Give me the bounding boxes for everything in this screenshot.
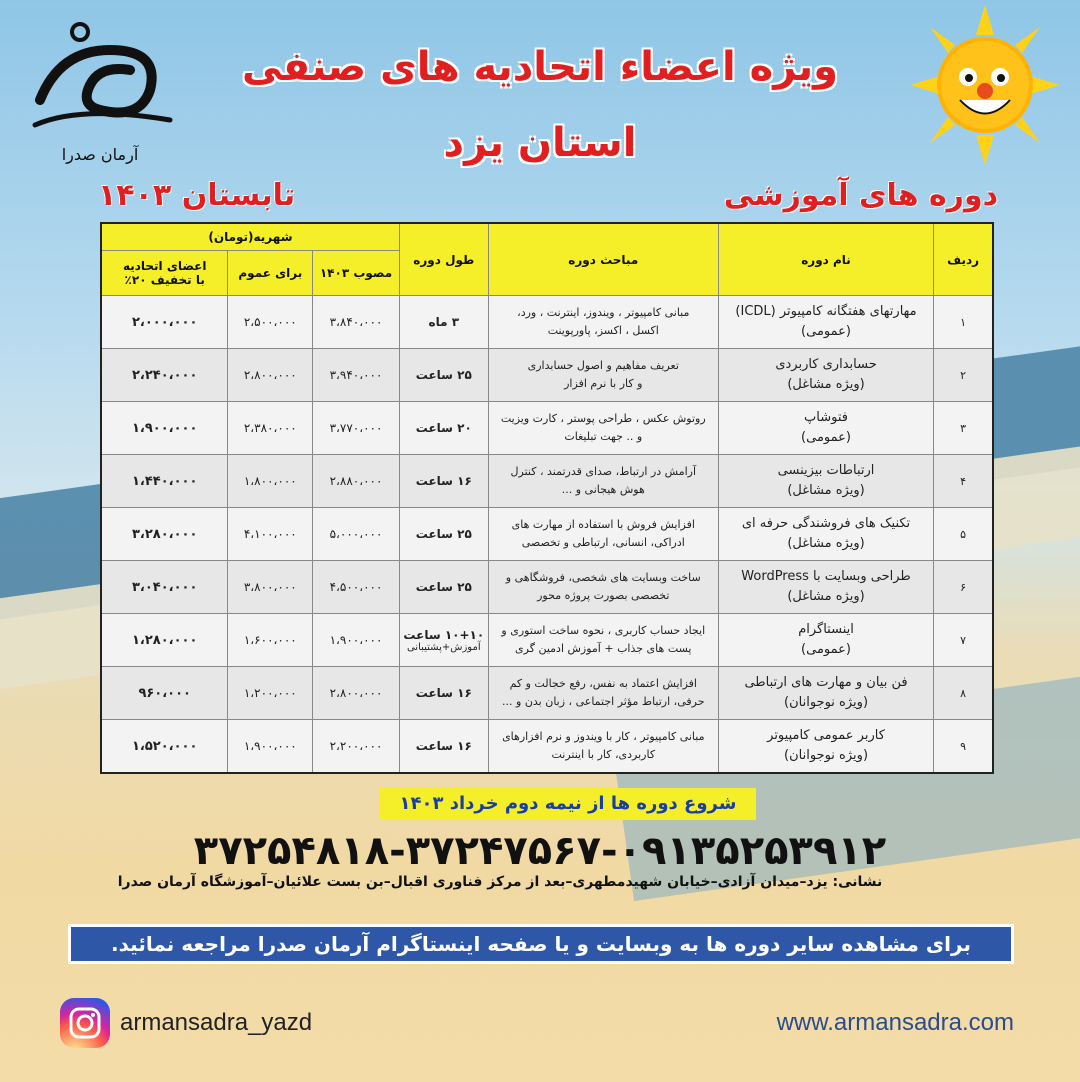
course-audience: (عمومی) <box>801 642 851 657</box>
cell-row-no: ۹ <box>934 720 993 774</box>
course-name: مهارتهای هفتگانه کامپیوتر (ICDL) <box>735 304 917 319</box>
instagram-handle[interactable]: armansadra_yazd <box>120 1009 313 1036</box>
header-public: برای عموم <box>228 251 313 296</box>
header-approved: مصوب ۱۴۰۳ <box>313 251 400 296</box>
cell-duration <box>399 667 488 720</box>
topics-line2: و کار با نرم افزار <box>564 377 643 390</box>
cell-course-name <box>718 667 933 720</box>
table-row <box>101 455 993 508</box>
logo <box>20 10 180 170</box>
logo-emblem <box>20 10 180 170</box>
topics-line2: پست های جذاب + آموزش ادمین گری <box>515 642 692 655</box>
cell-approved-fee: ۵،۰۰۰،۰۰۰ <box>313 508 400 561</box>
cell-duration <box>399 508 488 561</box>
instagram-icon <box>60 998 110 1048</box>
course-name: ارتباطات بیزینسی <box>777 463 875 478</box>
logo-subtext: آرمان صدرا <box>61 145 139 164</box>
cell-member-fee: ۹۶۰،۰۰۰ <box>101 667 228 720</box>
cell-topics <box>488 561 718 614</box>
topics-line1: مبانی کامپیوتر ، کار با ویندوز و نرم افزارهای <box>502 730 705 743</box>
course-name: اینستاگرام <box>798 622 854 637</box>
cell-public-fee: ۱،۸۰۰،۰۰۰ <box>228 455 313 508</box>
website-link[interactable]: www.armansadra.com <box>776 1009 1014 1036</box>
course-audience: (ویژه مشاغل) <box>787 377 865 392</box>
cell-topics <box>488 667 718 720</box>
header-topics: مباحث دوره <box>488 223 718 296</box>
cell-course-name <box>718 349 933 402</box>
start-date-banner: شروع دوره ها از نیمه دوم خرداد ۱۴۰۳ <box>380 788 756 820</box>
topics-line2: تخصصی بصورت پروژه محور <box>537 589 670 602</box>
table-row <box>101 508 993 561</box>
duration: ۱۰+۱۰ ساعت <box>403 627 485 642</box>
cell-member-fee: ۱،۲۸۰،۰۰۰ <box>101 614 228 667</box>
cell-member-fee: ۲،۲۴۰،۰۰۰ <box>101 349 228 402</box>
cell-course-name <box>718 720 933 774</box>
cell-approved-fee: ۳،۷۷۰،۰۰۰ <box>313 402 400 455</box>
address: نشانی: یزد–میدان آزادی–خیابان شهیدمطهری–بعد از مرکز فناوری اقبال–بن بست علائیان–آموزشگاه آرمان صدرا <box>117 874 883 890</box>
cell-duration <box>399 614 488 667</box>
header-course-name: نام دوره <box>718 223 933 296</box>
header-fee-group: شهریه(تومان) <box>101 223 399 251</box>
cell-row-no: ۱ <box>934 296 993 349</box>
duration: ۲۵ ساعت <box>415 580 472 594</box>
table-row <box>101 402 993 455</box>
cell-public-fee: ۲،۵۰۰،۰۰۰ <box>228 296 313 349</box>
cell-row-no: ۵ <box>934 508 993 561</box>
cell-member-fee: ۳،۰۴۰،۰۰۰ <box>101 561 228 614</box>
course-name: فن بیان و مهارت های ارتباطی <box>744 675 908 690</box>
table-row <box>101 561 993 614</box>
cell-public-fee: ۲،۳۸۰،۰۰۰ <box>228 402 313 455</box>
cell-row-no: ۷ <box>934 614 993 667</box>
topics-line2: کاربردی، کار با اینترنت <box>551 748 656 761</box>
cell-approved-fee: ۳،۹۴۰،۰۰۰ <box>313 349 400 402</box>
cell-course-name <box>718 455 933 508</box>
cell-duration <box>399 720 488 774</box>
cell-member-fee: ۱،۴۴۰،۰۰۰ <box>101 455 228 508</box>
cell-member-fee: ۱،۹۰۰،۰۰۰ <box>101 402 228 455</box>
course-audience: (ویژه مشاغل) <box>787 536 865 551</box>
cell-row-no: ۴ <box>934 455 993 508</box>
cell-public-fee: ۱،۶۰۰،۰۰۰ <box>228 614 313 667</box>
cell-approved-fee: ۴،۵۰۰،۰۰۰ <box>313 561 400 614</box>
page-title: ویژه اعضاء اتحادیه های صنفی <box>241 44 839 90</box>
cell-topics <box>488 296 718 349</box>
topics-line1: ایجاد حساب کاربری ، نحوه ساخت استوری و <box>501 624 706 637</box>
course-audience: (ویژه نوجوانان) <box>784 748 869 763</box>
duration: ۳ ماه <box>428 315 460 329</box>
course-audience: (ویژه مشاغل) <box>787 483 865 498</box>
header-members-line2: با تخفیف ۲۰٪ <box>124 273 205 287</box>
topics-line1: روتوش عکس ، طراحی پوستر ، کارت ویزیت <box>500 412 706 425</box>
cell-topics <box>488 402 718 455</box>
duration: ۱۶ ساعت <box>415 474 472 488</box>
cell-approved-fee: ۲،۲۰۰،۰۰۰ <box>313 720 400 774</box>
cell-member-fee: ۲،۰۰۰،۰۰۰ <box>101 296 228 349</box>
cell-approved-fee: ۲،۸۸۰،۰۰۰ <box>313 455 400 508</box>
course-audience: (ویژه مشاغل) <box>787 589 865 604</box>
cell-approved-fee: ۲،۸۰۰،۰۰۰ <box>313 667 400 720</box>
course-name: تکنیک های فروشندگی حرفه ای <box>741 516 911 531</box>
cell-duration <box>399 296 488 349</box>
cell-course-name <box>718 402 933 455</box>
courses-table <box>100 222 994 774</box>
cell-row-no: ۲ <box>934 349 993 402</box>
cell-duration <box>399 561 488 614</box>
cell-duration <box>399 455 488 508</box>
table-row <box>101 349 993 402</box>
cell-topics <box>488 614 718 667</box>
cell-approved-fee: ۳،۸۴۰،۰۰۰ <box>313 296 400 349</box>
topics-line1: ساخت وبسایت های شخصی، فروشگاهی و <box>505 571 701 584</box>
table-row <box>101 296 993 349</box>
table-row <box>101 720 993 774</box>
course-audience: (ویژه نوجوانان) <box>784 695 869 710</box>
cell-row-no: ۸ <box>934 667 993 720</box>
duration-note: آموزش+پشتیبانی <box>406 641 481 653</box>
cell-topics <box>488 455 718 508</box>
header-duration: طول دوره <box>399 223 488 296</box>
header-row-no: ردیف <box>934 223 993 296</box>
table-row <box>101 667 993 720</box>
duration: ۲۵ ساعت <box>415 368 472 382</box>
cell-approved-fee: ۱،۹۰۰،۰۰۰ <box>313 614 400 667</box>
cell-public-fee: ۱،۹۰۰،۰۰۰ <box>228 720 313 774</box>
cell-topics <box>488 349 718 402</box>
topics-line1: مبانی کامپیوتر ، ویندوز، اینترنت ، ورد، <box>517 306 690 319</box>
courses-title: دوره های آموزشی <box>723 178 998 213</box>
cell-course-name <box>718 614 933 667</box>
cell-duration <box>399 402 488 455</box>
duration: ۲۰ ساعت <box>415 421 472 435</box>
table-row <box>101 614 993 667</box>
header-members-line1: اعضای اتحادیه <box>122 259 207 273</box>
topics-line1: افزایش اعتماد به نفس، رفع خجالت و کم <box>509 677 697 690</box>
cell-duration <box>399 349 488 402</box>
duration: ۲۵ ساعت <box>415 527 472 541</box>
topics-line2: ادراکی، انسانی، ارتباطی و تخصصی <box>521 536 685 549</box>
cell-public-fee: ۲،۸۰۰،۰۰۰ <box>228 349 313 402</box>
cell-row-no: ۳ <box>934 402 993 455</box>
info-banner: برای مشاهده سایر دوره ها به وبسایت و یا صفحه اینستاگرام آرمان صدرا مراجعه نمائید. <box>68 924 1014 964</box>
cell-public-fee: ۱،۲۰۰،۰۰۰ <box>228 667 313 720</box>
cell-member-fee: ۳،۲۸۰،۰۰۰ <box>101 508 228 561</box>
topics-line2: هوش هیجانی و ... <box>561 483 645 496</box>
topics-line1: افزایش فروش با استفاده از مهارت های <box>511 518 695 531</box>
course-audience: (عمومی) <box>801 324 851 339</box>
course-name: فتوشاپ <box>804 410 848 425</box>
cell-public-fee: ۴،۱۰۰،۰۰۰ <box>228 508 313 561</box>
cell-public-fee: ۳،۸۰۰،۰۰۰ <box>228 561 313 614</box>
cell-course-name <box>718 561 933 614</box>
page-subtitle: استان یزد <box>443 120 637 166</box>
cell-member-fee: ۱،۵۲۰،۰۰۰ <box>101 720 228 774</box>
duration: ۱۶ ساعت <box>415 739 472 753</box>
course-audience: (عمومی) <box>801 430 851 445</box>
course-name: حسابداری کاربردی <box>775 357 877 372</box>
duration: ۱۶ ساعت <box>415 686 472 700</box>
season-label: تابستان ۱۴۰۳ <box>98 178 296 213</box>
topics-line2: و .. جهت تبلیغات <box>564 430 643 443</box>
sun-icon <box>910 5 1060 165</box>
topics-line2: اکسل ، اکسز، پاورپوینت <box>547 324 659 337</box>
cell-course-name <box>718 508 933 561</box>
phone-numbers: ۳۷۲۵۴۸۱۸-۳۷۲۴۷۵۶۷-۰۹۱۳۵۲۵۳۹۱۲ <box>193 828 887 874</box>
cell-course-name <box>718 296 933 349</box>
instagram-link[interactable] <box>60 998 312 1048</box>
cell-topics <box>488 508 718 561</box>
topics-line2: حرفی، ارتباط مؤثر اجتماعی ، زبان بدن و ... <box>502 695 705 708</box>
cell-row-no: ۶ <box>934 561 993 614</box>
header-members <box>101 251 228 296</box>
topics-line1: آرامش در ارتباط، صدای قدرتمند ، کنترل <box>510 465 697 478</box>
cell-topics <box>488 720 718 774</box>
topics-line1: تعریف مفاهیم و اصول حسابداری <box>527 359 679 372</box>
course-name: طراحی وبسایت با WordPress <box>741 569 911 584</box>
course-name: کاربر عمومی کامپیوتر <box>767 728 885 743</box>
